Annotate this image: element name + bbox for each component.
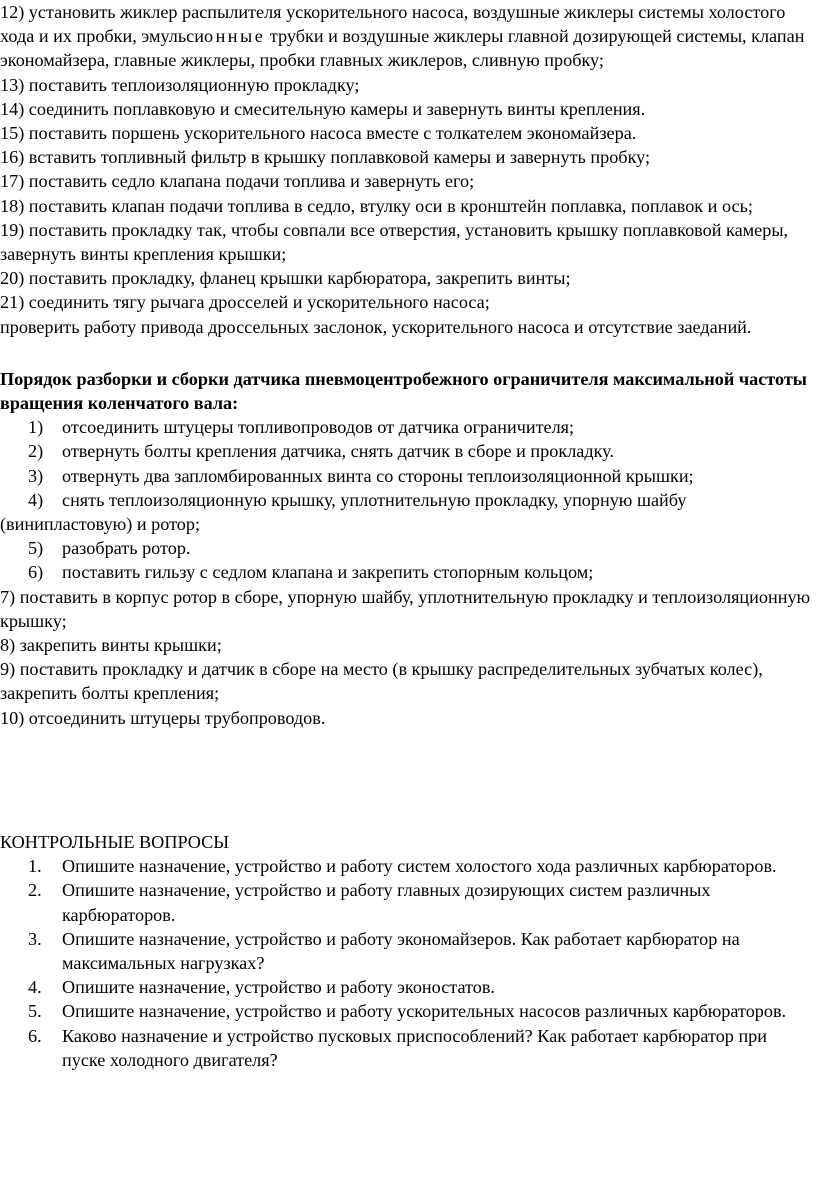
assembly-list — [0, 585, 812, 730]
list-item — [0, 536, 812, 560]
list-item-text: отвернуть болты крепления датчика, снять датчик в сборе и прокладку. — [62, 441, 614, 462]
question-number: 1. — [28, 856, 42, 877]
list-item-number: 6) — [28, 562, 44, 583]
questions-list — [0, 854, 812, 1072]
step-15: 15) поставить поршень ускорительного насоса вместе с толкателем экономайзера. — [0, 123, 637, 144]
assembly-steps-continued — [0, 0, 812, 339]
question-text: Опишите назначение, устройство и работу эконостатов. — [62, 977, 495, 998]
check-step: проверить работу привода дроссельных заслонок, ускорительного насоса и отсутствие заеданий. — [0, 316, 752, 337]
question-number: 3. — [28, 928, 42, 949]
step-12 — [0, 0, 812, 73]
question-number: 6. — [28, 1025, 42, 1046]
disassembly-list — [0, 415, 812, 584]
step-16: 16) вставить топливный фильтр в крышку поплавковой камеры и завернуть пробку; — [0, 147, 651, 168]
section-heading: Порядок разборки и сборки датчика пневмоцентробежного ограничителя максимальной частоты вращения коленчатого вала: — [0, 368, 807, 414]
question-item — [0, 878, 812, 926]
list-item: 8) закрепить винты крышки; — [0, 635, 222, 656]
question-item — [0, 927, 812, 975]
step-14: 14) соединить поплавковую и смесительную камеры и завернуть винты крепления. — [0, 98, 646, 119]
list-item-text: поставить гильзу с седлом клапана и закрепить стопорным кольцом; — [62, 562, 594, 583]
list-item-number: 5) — [28, 538, 44, 559]
question-item — [0, 999, 812, 1023]
question-text: Опишите назначение, устройство и работу систем холостого хода различных карбюраторов. — [62, 856, 777, 877]
question-number: 2. — [28, 880, 42, 901]
list-item-number: 2) — [28, 441, 44, 462]
questions-heading: КОНТРОЛЬНЫЕ ВОПРОСЫ — [0, 831, 230, 852]
question-text: Опишите назначение, устройство и работу ускорительных насосов различных карбюраторов. — [62, 1001, 787, 1022]
step-21: 21) соединить тягу рычага дросселей и ускорительного насоса; — [0, 292, 490, 313]
question-number: 4. — [28, 977, 42, 998]
question-item — [0, 1024, 812, 1072]
list-item — [0, 415, 812, 439]
list-item: 7) поставить в корпус ротор в сборе, упорную шайбу, уплотнительную прокладку и теплоизоляционную крышку; — [0, 586, 811, 631]
list-item-number: 4) — [28, 489, 44, 510]
list-item-number: 3) — [28, 465, 44, 486]
list-item — [0, 560, 812, 584]
list-item-text: снять теплоизоляционную крышку, уплотнительную прокладку, упорную шайбу (винипластовую) и ротор; — [0, 489, 687, 535]
list-item-number: 1) — [28, 417, 44, 438]
step-13: 13) поставить теплоизоляционную прокладку; — [0, 74, 360, 95]
step-12-text-spaced: онные — [203, 26, 266, 47]
list-item-text: отсоединить штуцеры топливопроводов от датчика ограничителя; — [62, 417, 575, 438]
step-12-text-b: трубки и воздушные жиклеры главной дозирующей системы, клапан экономайзера, главные жиклеры, пробки главных жиклеров, сливную пробку; — [0, 26, 805, 71]
list-item-text: разобрать ротор. — [62, 538, 191, 559]
question-text: Опишите назначение, устройство и работу главных дозирующих систем различных карбюраторов. — [62, 880, 711, 925]
question-number: 5. — [28, 1001, 42, 1022]
step-12-text-a: 12) установить жиклер распылителя ускорительного насоса, воздушные жиклеры системы холостого хода и их пробки, эмульси — [0, 2, 786, 47]
question-text: Опишите назначение, устройство и работу экономайзеров. Как работает карбюратор на максимальных нагрузках? — [62, 928, 740, 973]
list-item-text: отвернуть два запломбированных винта со стороны теплоизоляционной крышки; — [62, 465, 694, 486]
step-20: 20) поставить прокладку, фланец крышки карбюратора, закрепить винты; — [0, 268, 571, 289]
step-19: 19) поставить прокладку так, чтобы совпали все отверстия, установить крышку поплавковой камеры, завернуть винты крепления крышки; — [0, 219, 789, 265]
question-item — [0, 854, 812, 878]
list-item: 9) поставить прокладку и датчик в сборе на место (в крышку распределительных зубчатых колес), закрепить болты крепления; — [0, 659, 763, 704]
list-item: 10) отсоединить штуцеры трубопроводов. — [0, 707, 326, 728]
step-17: 17) поставить седло клапана подачи топлива и завернуть его; — [0, 171, 475, 192]
list-item — [0, 464, 812, 488]
step-18: 18) поставить клапан подачи топлива в седло, втулку оси в кронштейн поплавка, поплавок и ось; — [0, 195, 753, 216]
list-item — [0, 488, 812, 536]
list-item — [0, 439, 812, 463]
question-item — [0, 975, 812, 999]
question-text: Каково назначение и устройство пусковых приспособлений? Как работает карбюратор при пуске холодного двигателя? — [62, 1025, 768, 1070]
